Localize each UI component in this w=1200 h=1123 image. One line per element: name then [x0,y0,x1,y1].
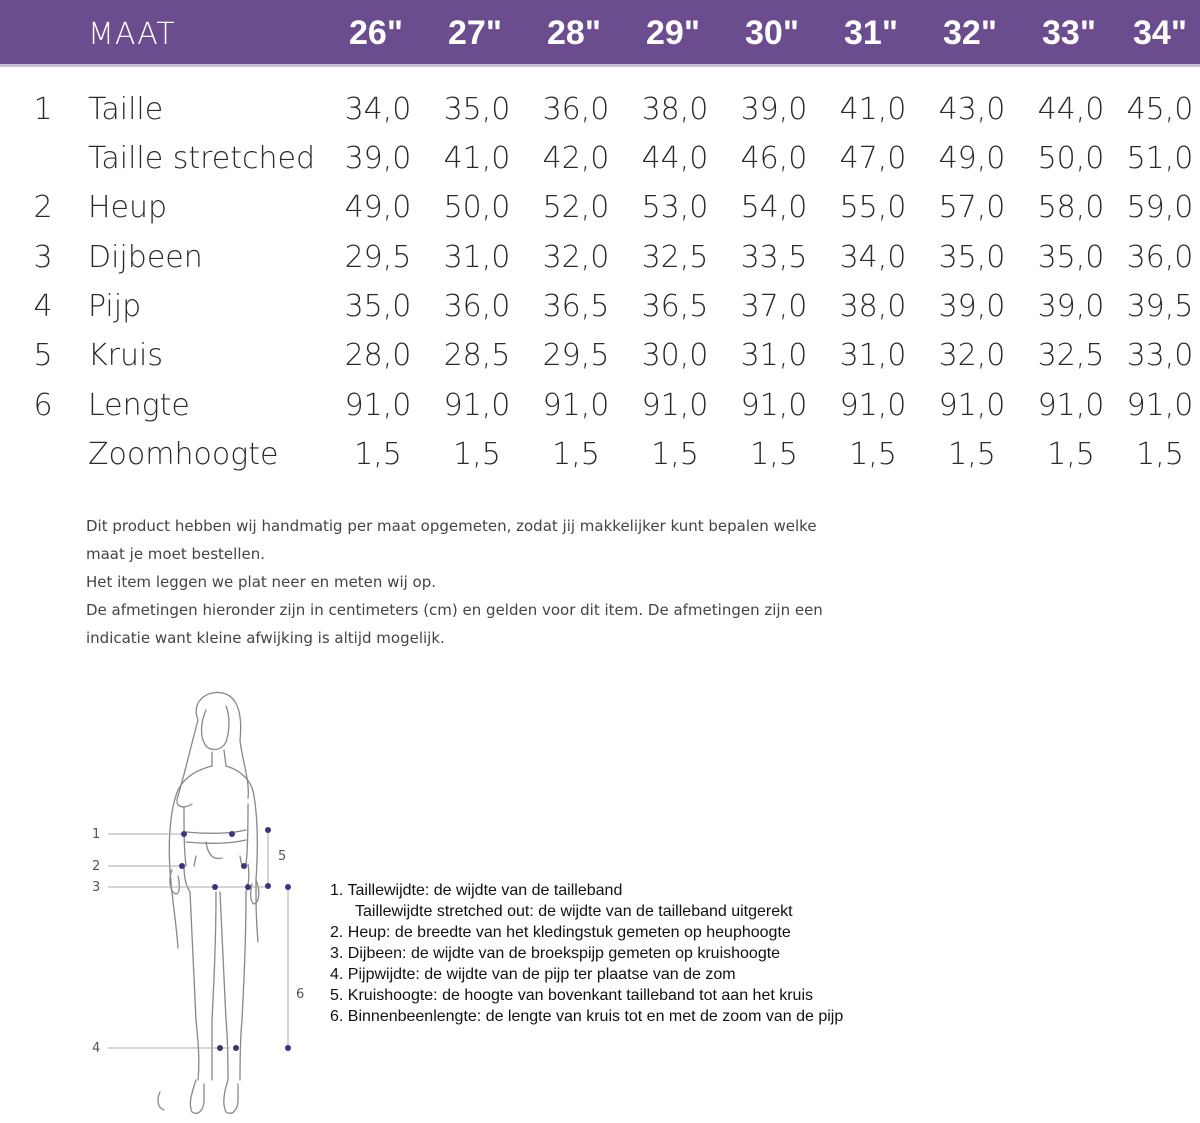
legend-item: Taillewijdte stretched out: de wijdte van de tailleband uitgerekt [355,903,793,920]
size-header-bar [0,0,1200,67]
intro-line: Dit product hebben wij handmatig per maat opgemeten, zodat jij makkelijker kunt bepalen welke [86,517,817,535]
table-cell: 32,5 [641,240,709,275]
table-cell: 37,0 [740,289,808,324]
table-cell: 1,5 [849,437,897,472]
table-cell: 39,0 [740,92,808,127]
table-cell: 91,0 [740,388,808,423]
intro-line: maat je moet bestellen. [86,545,265,563]
row-number: 3 [33,240,53,275]
table-cell: 1,5 [948,437,996,472]
table-cell: 49,0 [938,141,1006,176]
size-31: 31" [844,14,898,52]
table-cell: 35,0 [1037,240,1105,275]
figure-marker-1: 1 [92,827,101,842]
size-28: 28" [547,14,601,52]
legend-item: 6. Binnenbeenlengte: de lengte van kruis tot en met de zoom van de pijp [330,1008,844,1025]
table-cell: 42,0 [542,141,610,176]
table-row [0,388,1200,432]
figure-marker-5: 5 [278,849,287,864]
table-cell: 1,5 [1136,437,1184,472]
table-cell: 38,0 [839,289,907,324]
row-label: Lengte [88,388,190,423]
row-label: Pijp [88,289,142,324]
row-label: Dijbeen [88,240,203,275]
table-cell: 1,5 [750,437,798,472]
figure-marker-6: 6 [296,987,305,1002]
table-cell: 36,5 [641,289,709,324]
table-cell: 49,0 [344,190,412,225]
table-cell: 34,0 [344,92,412,127]
table-cell: 33,5 [740,240,808,275]
size-33: 33" [1042,14,1096,52]
table-row [0,437,1200,481]
table-cell: 31,0 [839,338,907,373]
table-cell: 39,0 [344,141,412,176]
row-label: Zoomhoogte [88,437,279,472]
size-34: 34" [1133,14,1187,52]
table-cell: 50,0 [1037,141,1105,176]
measurement-figure [80,680,320,1119]
table-cell: 35,0 [938,240,1006,275]
table-cell: 91,0 [641,388,709,423]
measurement-legend [330,880,970,1027]
table-cell: 91,0 [839,388,907,423]
table-cell: 39,5 [1126,289,1194,324]
table-cell: 57,0 [938,190,1006,225]
size-29: 29" [646,14,700,52]
size-27: 27" [448,14,502,52]
table-cell: 32,0 [542,240,610,275]
table-cell: 91,0 [1037,388,1105,423]
table-cell: 91,0 [443,388,511,423]
intro-line: Het item leggen we plat neer en meten wij op. [86,573,437,591]
legend-item: 1. Taillewijdte: de wijdte van de tailleband [330,882,623,899]
table-cell: 28,5 [443,338,511,373]
table-cell: 1,5 [651,437,699,472]
table-cell: 35,0 [443,92,511,127]
table-cell: 44,0 [641,141,709,176]
table-row [0,92,1200,136]
table-row [0,289,1200,333]
row-number: 1 [33,92,53,127]
figure-marker-2: 2 [92,859,101,874]
table-cell: 28,0 [344,338,412,373]
table-cell: 43,0 [938,92,1006,127]
table-cell: 39,0 [1037,289,1105,324]
table-cell: 91,0 [938,388,1006,423]
row-label: Taille stretched [88,141,316,176]
table-cell: 30,0 [641,338,709,373]
table-cell: 36,0 [542,92,610,127]
table-cell: 53,0 [641,190,709,225]
table-cell: 32,5 [1037,338,1105,373]
row-label: Taille [88,92,164,127]
table-cell: 91,0 [1126,388,1194,423]
table-cell: 59,0 [1126,190,1194,225]
row-number: 2 [33,190,53,225]
row-number: 5 [33,338,53,373]
table-cell: 32,0 [938,338,1006,373]
table-cell: 34,0 [839,240,907,275]
table-cell: 47,0 [839,141,907,176]
table-cell: 50,0 [443,190,511,225]
intro-line: indicatie want kleine afwijking is altijd mogelijk. [86,629,445,647]
table-cell: 41,0 [443,141,511,176]
legend-item: 5. Kruishoogte: de hoogte van bovenkant tailleband tot aan het kruis [330,987,814,1004]
table-cell: 91,0 [542,388,610,423]
table-cell: 51,0 [1126,141,1194,176]
table-cell: 31,0 [443,240,511,275]
table-cell: 45,0 [1126,92,1194,127]
table-cell: 36,0 [443,289,511,324]
table-cell: 1,5 [1047,437,1095,472]
row-number: 4 [33,289,53,324]
table-cell: 55,0 [839,190,907,225]
table-row [0,338,1200,382]
table-cell: 36,5 [542,289,610,324]
table-cell: 44,0 [1037,92,1105,127]
table-cell: 52,0 [542,190,610,225]
intro-line: De afmetingen hieronder zijn in centimeters (cm) en gelden voor dit item. De afmetingen zijn een [86,601,823,619]
row-label: Heup [88,190,168,225]
table-cell: 1,5 [552,437,600,472]
legend-item: 2. Heup: de breedte van het kledingstuk gemeten op heuphoogte [330,924,791,941]
figure-marker-4: 4 [92,1041,101,1056]
table-cell: 38,0 [641,92,709,127]
table-cell: 1,5 [453,437,501,472]
table-cell: 33,0 [1126,338,1194,373]
table-cell: 36,0 [1126,240,1194,275]
table-cell: 1,5 [354,437,402,472]
size-30: 30" [745,14,799,52]
table-cell: 54,0 [740,190,808,225]
table-row [0,141,1200,185]
table-cell: 41,0 [839,92,907,127]
measurement-figure-icon [80,680,320,1119]
table-cell: 29,5 [344,240,412,275]
size-26: 26" [349,14,403,52]
table-cell: 39,0 [938,289,1006,324]
table-cell: 31,0 [740,338,808,373]
size-header-label: MAAT [88,17,176,52]
table-cell: 35,0 [344,289,412,324]
table-row [0,240,1200,284]
row-number: 6 [33,388,53,423]
table-cell: 29,5 [542,338,610,373]
legend-item: 3. Dijbeen: de wijdte van de broekspijp gemeten op kruishoogte [330,945,781,962]
figure-marker-3: 3 [92,880,101,895]
intro-text [86,512,846,652]
size-32: 32" [943,14,997,52]
row-label: Kruis [88,338,163,373]
table-cell: 91,0 [344,388,412,423]
table-cell: 58,0 [1037,190,1105,225]
legend-item: 4. Pijpwijdte: de wijdte van de pijp ter plaatse van de zom [330,966,736,983]
table-row [0,190,1200,234]
table-cell: 46,0 [740,141,808,176]
